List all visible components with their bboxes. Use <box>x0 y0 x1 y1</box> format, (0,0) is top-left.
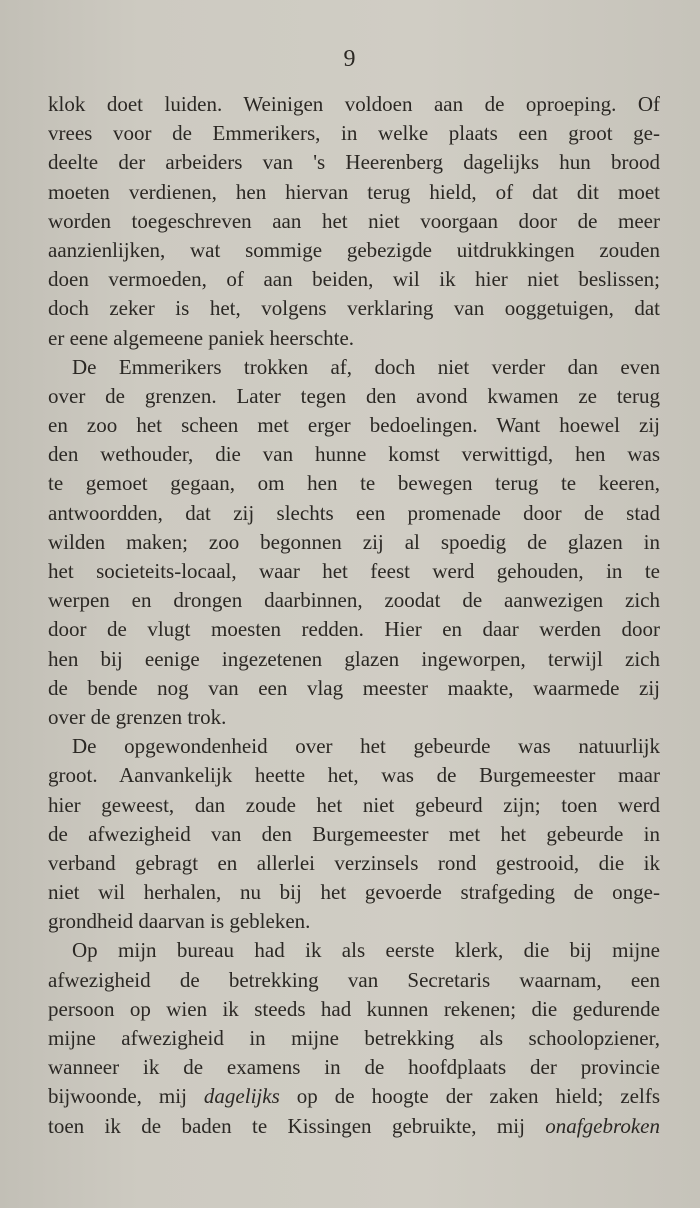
text-line: antwoordden, dat zij slechts een promenade door de stad <box>48 500 660 525</box>
text-line: over de grenzen. Later tegen den avond kwamen ze terug <box>48 383 660 408</box>
text-line: doch zeker is het, volgens verklaring van ooggetuigen, dat <box>48 296 660 321</box>
text-line: grondheid daarvan is gebleken. <box>48 909 311 934</box>
text-line: wilden maken; zoo begonnen zij al spoedig de glazen in <box>48 529 660 554</box>
text-line: aanzienlijken, wat sommige gebezigde uitdrukkingen zouden <box>48 237 660 262</box>
text-line: De Emmerikers trokken af, doch niet verder dan even <box>72 354 660 379</box>
body-text <box>48 90 660 1141</box>
text-line: toen ik de baden te Kissingen gebruikte, mij onafgebroken <box>48 1113 660 1138</box>
text-line: vrees voor de Emmerikers, in welke plaats een groot ge- <box>48 121 660 146</box>
text-line: worden toegeschreven aan het niet voorgaan door de meer <box>48 208 660 233</box>
text-line: door de vlugt moesten redden. Hier en daar werden door <box>48 617 660 642</box>
text-line: deelte der arbeiders van 's Heerenberg dagelijks hun brood <box>48 150 660 175</box>
text-line: mijne afwezigheid in mijne betrekking als schoolopziener, <box>48 1026 660 1050</box>
text-line: De opgewondenheid over het gebeurde was natuurlijk <box>72 734 660 759</box>
text-line: de afwezigheid van den Burgemeester met het gebeurde in <box>48 821 660 846</box>
text-line: moeten verdienen, hen hiervan terug hield, of dat dit moet <box>48 179 660 204</box>
text-line: en zoo het scheen met erger bedoelingen. Want hoewel zij <box>48 413 660 438</box>
page-number: 9 <box>343 46 357 72</box>
text-line: bijwoonde, mij dagelijks op de hoogte der zaken hield; zelfs <box>48 1084 660 1109</box>
text-line: afwezigheid de betrekking van Secretaris waarnam, een <box>48 967 660 992</box>
text-line: klok doet luiden. Weinigen voldoen aan de oproeping. Of <box>48 92 660 116</box>
text-line: het societeits-locaal, waar het feest werd gehouden, in te <box>48 559 660 583</box>
text-line: persoon op wien ik steeds had kunnen rekenen; die gedurende <box>48 996 660 1021</box>
text-line: er eene algemeene paniek heerschte. <box>48 325 355 350</box>
text-line: over de grenzen trok. <box>48 704 227 729</box>
text-line: werpen en drongen daarbinnen, zoodat de aanwezigen zich <box>48 588 660 613</box>
text-line: doen vermoeden, of aan beiden, wil ik hier niet beslissen; <box>48 267 660 292</box>
text-line: de bende nog van een vlag meester maakte, waarmede zij <box>48 675 660 700</box>
text-line: wanneer ik de examens in de hoofdplaats der provincie <box>48 1055 660 1080</box>
text-line: hier geweest, dan zoude het niet gebeurd zijn; toen werd <box>48 792 660 817</box>
text-line: groot. Aanvankelijk heette het, was de Burgemeester maar <box>48 763 660 788</box>
text-line: den wethouder, die van hunne komst verwittigd, hen was <box>48 442 660 467</box>
text-line: hen bij eenige ingezetenen glazen ingeworpen, terwijl zich <box>48 646 660 671</box>
text-line: verband gebragt en allerlei verzinsels rond gestrooid, die ik <box>48 850 660 875</box>
text-line: niet wil herhalen, nu bij het gevoerde strafgeding de onge- <box>48 880 660 905</box>
text-line: Op mijn bureau had ik als eerste klerk, die bij mijne <box>72 938 660 963</box>
text-line: te gemoet gegaan, om hen te bewegen terug te keeren, <box>48 471 660 496</box>
